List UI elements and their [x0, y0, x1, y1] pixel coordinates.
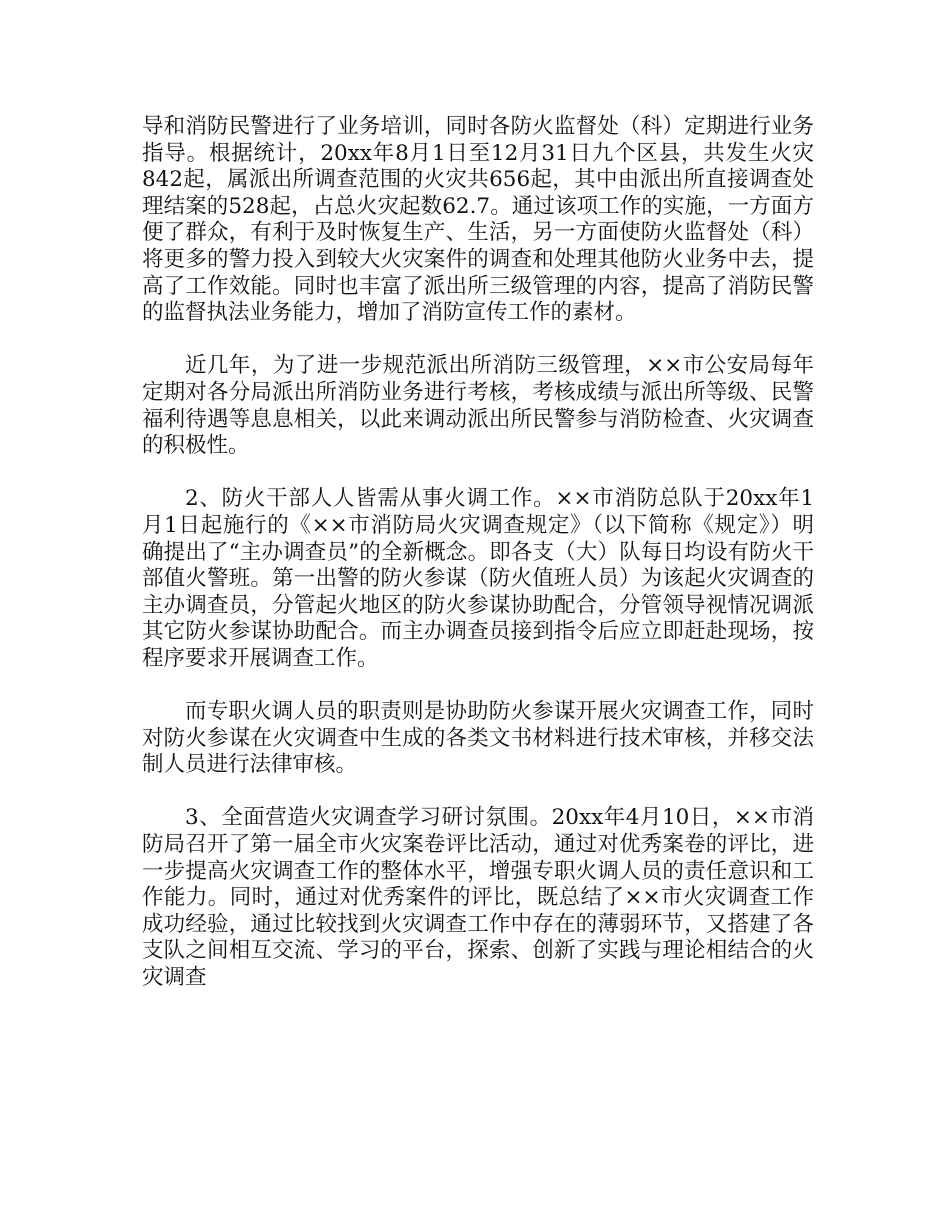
paragraph-continued-training: 导和消防民警进行了业务培训，同时各防火监督处（科）定期进行业务指导。根据统计，20xx年8月1日至12月31日九个区县，共发生火灾842起，属派出所调查范围的火灾共656起，其中由派出所直接调查处理结案的528起，占总火灾起数62.7。通过该项工作的实施，一方面方便了群众，有利于及时恢复生产、生活，另一方面使防火监督处（科）将更多的警力投入到较大火灾案件的调查和处理其他防火业务中去，提高了工作效能。同时也丰富了派出所三级管理的内容，提高了消防民警的监督执法业务能力，增加了消防宣传工作的素材。: [142, 114, 814, 326]
document-body: [142, 114, 814, 992]
paragraph-specialist-duties: 而专职火调人员的职责则是协助防火参谋开展火灾调查工作，同时对防火参谋在火灾调查中生成的各类文书材料进行技术审核，并移交法制人员进行法律审核。: [142, 699, 814, 778]
paragraph-lead-investigator: 2、防火干部人人皆需从事火调工作。××市消防总队于20xx年1月1日起施行的《××市消防局火灾调查规定》（以下简称《规定》）明确提出了“主办调查员”的全新概念。即各支（大）队每日均设有防火干部值火警班。第一出警的防火参谋（防火值班人员）为该起火灾调查的主办调查员，分管起火地区的防火参谋协助配合，分管领导视情况调派其它防火参谋协助配合。而主办调查员接到指令后应立即赶赴现场，按程序要求开展调查工作。: [142, 486, 814, 671]
paragraph-case-review: 3、全面营造火灾调查学习研讨氛围。20xx年4月10日，××市消防局召开了第一届全市火灾案卷评比活动，通过对优秀案卷的评比，进一步提高火灾调查工作的整体水平，增强专职火调人员的责任意识和工作能力。同时，通过对优秀案件的评比，既总结了××市火灾调查工作成功经验，通过比较找到火灾调查工作中存在的薄弱环节，又搭建了各支队之间相互交流、学习的平台，探索、创新了实践与理论相结合的火灾调查: [142, 805, 814, 990]
paragraph-assessment: 近几年，为了进一步规范派出所消防三级管理，××市公安局每年定期对各分局派出所消防业务进行考核，考核成绩与派出所等级、民警福利待遇等息息相关，以此来调动派出所民警参与消防检查、火灾调查的积极性。: [142, 353, 814, 459]
